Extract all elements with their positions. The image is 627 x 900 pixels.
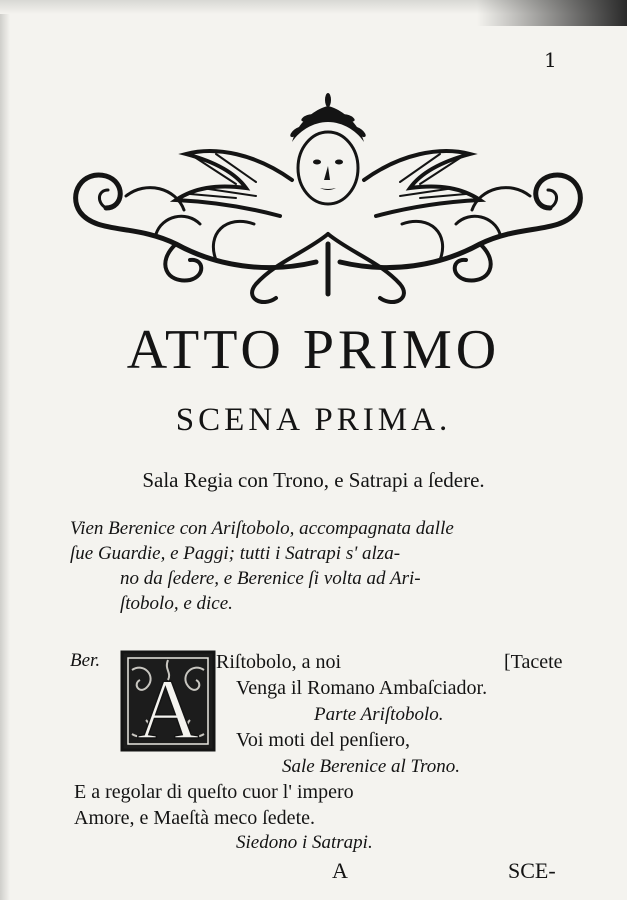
verse-line: E a regolar di queſto cuor l' impero (74, 781, 354, 803)
verse-line: Amore, e Maeſtà meco ſedete. (74, 807, 315, 829)
verse-stage-note: Parte Ariſtobolo. (314, 704, 444, 725)
signature-mark: A (332, 858, 348, 883)
speaker-label: Ber. (70, 650, 101, 671)
drop-cap-letter: A (136, 661, 200, 752)
scene-setting: Sala Regia con Trono, e Satrapi a ſedere. (142, 468, 485, 492)
catchword: SCE- (508, 858, 556, 883)
stage-direction-line: no da ſedere, e Berenice ſi volta ad Ari- (120, 568, 421, 589)
verse-stage-note: Sale Berenice al Trono. (282, 756, 461, 777)
page-number: 1 (544, 48, 557, 72)
act-title: ATTO PRIMO (126, 319, 501, 381)
scene-title: SCENA PRIMA. (175, 402, 452, 438)
verse-stage-note: [Tacete (504, 651, 563, 673)
stage-direction-line: ſtobolo, e dice. (120, 593, 233, 614)
decorated-initial-letter (120, 650, 216, 752)
verse-line: Riſtobolo, a noi (216, 651, 341, 673)
page-left-edge (0, 0, 10, 900)
stage-direction-line: ſue Guardie, e Paggi; tutti i Satrapi s' alza- (70, 543, 401, 564)
stage-direction (70, 516, 600, 616)
corner-shadow (477, 0, 627, 26)
cherub-headpiece-ornament (66, 84, 590, 310)
verse-stage-note: Siedono i Satrapi. (236, 832, 373, 853)
stage-direction-line: Vien Berenice con Ariſtobolo, accompagnata dalle (70, 518, 454, 539)
verse-line: Venga il Romano Ambaſciador. (236, 677, 488, 699)
verse-line: Voi moti del penſiero, (236, 729, 411, 751)
